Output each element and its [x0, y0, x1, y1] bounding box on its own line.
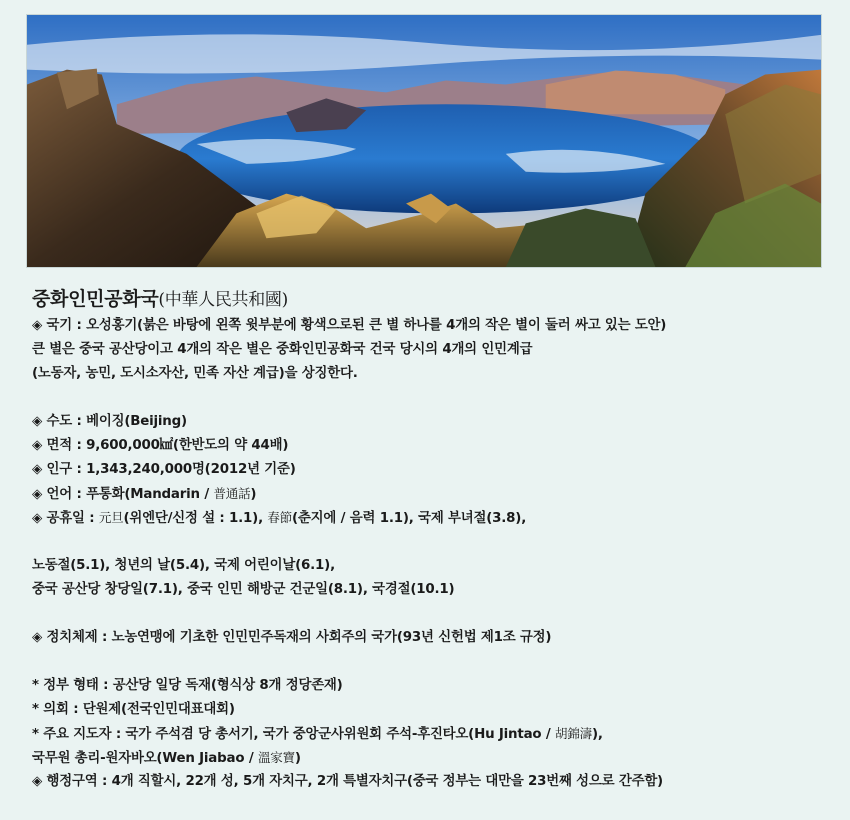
capital-line: ◈ 수도 : 베이징(Beijing) — [32, 414, 187, 429]
population-line: ◈ 인구 : 1,343,240,000명(2012년 기준) — [32, 462, 296, 477]
politics-line: ◈ 정치체제 : 노농연맹에 기초한 인민민주독재의 사회주의 국가(93년 신헌법 제1조 규정) — [32, 630, 552, 645]
holiday-text-1: (위엔단/신정 설 : 1.1), — [123, 511, 268, 526]
holiday-line-3: 중국 공산당 창당일(7.1), 중국 인민 해방군 건군일(8.1), 국경절(10.1) — [32, 582, 455, 597]
parliament-line: * 의회 : 단원제(전국인민대표대회) — [32, 702, 235, 717]
country-info — [32, 314, 832, 794]
government-line: * 정부 형태 : 공산당 일당 독재(형식상 8개 정당존재) — [32, 678, 343, 693]
holiday-hanja-2: 春節 — [267, 510, 293, 525]
holiday-label: ◈ 공휴일 : — [32, 511, 99, 526]
premier-close: ) — [294, 751, 301, 766]
title-hanja: (中華人民共和國) — [158, 290, 288, 310]
admin-line: ◈ 행정구역 : 4개 직할시, 22개 성, 5개 자치구, 2개 특별자치구(중국 정부는 대만을 23번째 성으로 간주함) — [32, 774, 663, 789]
flag-line-1: ◈ 국기 : 오성홍기(붉은 바탕에 왼쪽 윗부분에 황색으로된 큰 별 하나를 4개의 작은 별이 둘러 싸고 있는 도안) — [32, 318, 667, 333]
leaders-close: ), — [591, 727, 603, 742]
landscape-illustration — [27, 15, 821, 267]
premier-hanja: 溫家寶 — [257, 750, 295, 765]
premier-text: 국무원 총리-원자바오(Wen Jiabao / — [32, 751, 258, 766]
holiday-line-1 — [32, 506, 832, 530]
leaders-text: * 주요 지도자 : 국가 주석겸 당 총서기, 국가 중앙군사위원회 주석-후진타오(Hu Jintao / — [32, 727, 556, 742]
area-line: ◈ 면적 : 9,600,000㎢(한반도의 약 44배) — [32, 438, 289, 453]
holiday-hanja-1: 元旦 — [98, 510, 124, 525]
title-korean: 중화인민공화국 — [32, 288, 159, 310]
language-line — [32, 482, 832, 506]
language-text: ◈ 언어 : 푸통화(Mandarin / — [32, 487, 214, 502]
premier-line — [32, 746, 832, 770]
language-close: ) — [250, 487, 257, 502]
flag-line-2: 큰 별은 중국 공산당이고 4개의 작은 별은 중화인민공화국 건국 당시의 4개의 인민계급 — [32, 342, 533, 357]
flag-line-3: (노동자, 농민, 도시소자산, 민족 자산 계급)을 상징한다. — [32, 366, 358, 381]
holiday-text-2: (춘지에 / 음력 1.1), 국제 부녀절(3.8), — [292, 511, 527, 526]
holiday-line-2: 노동절(5.1), 청년의 날(5.4), 국제 어린이날(6.1), — [32, 558, 335, 573]
language-hanja: 普通話 — [213, 486, 251, 501]
leaders-line — [32, 722, 832, 746]
page-title — [32, 284, 288, 311]
leaders-hanja: 胡錦濤 — [555, 726, 592, 741]
banner-image — [26, 14, 822, 268]
